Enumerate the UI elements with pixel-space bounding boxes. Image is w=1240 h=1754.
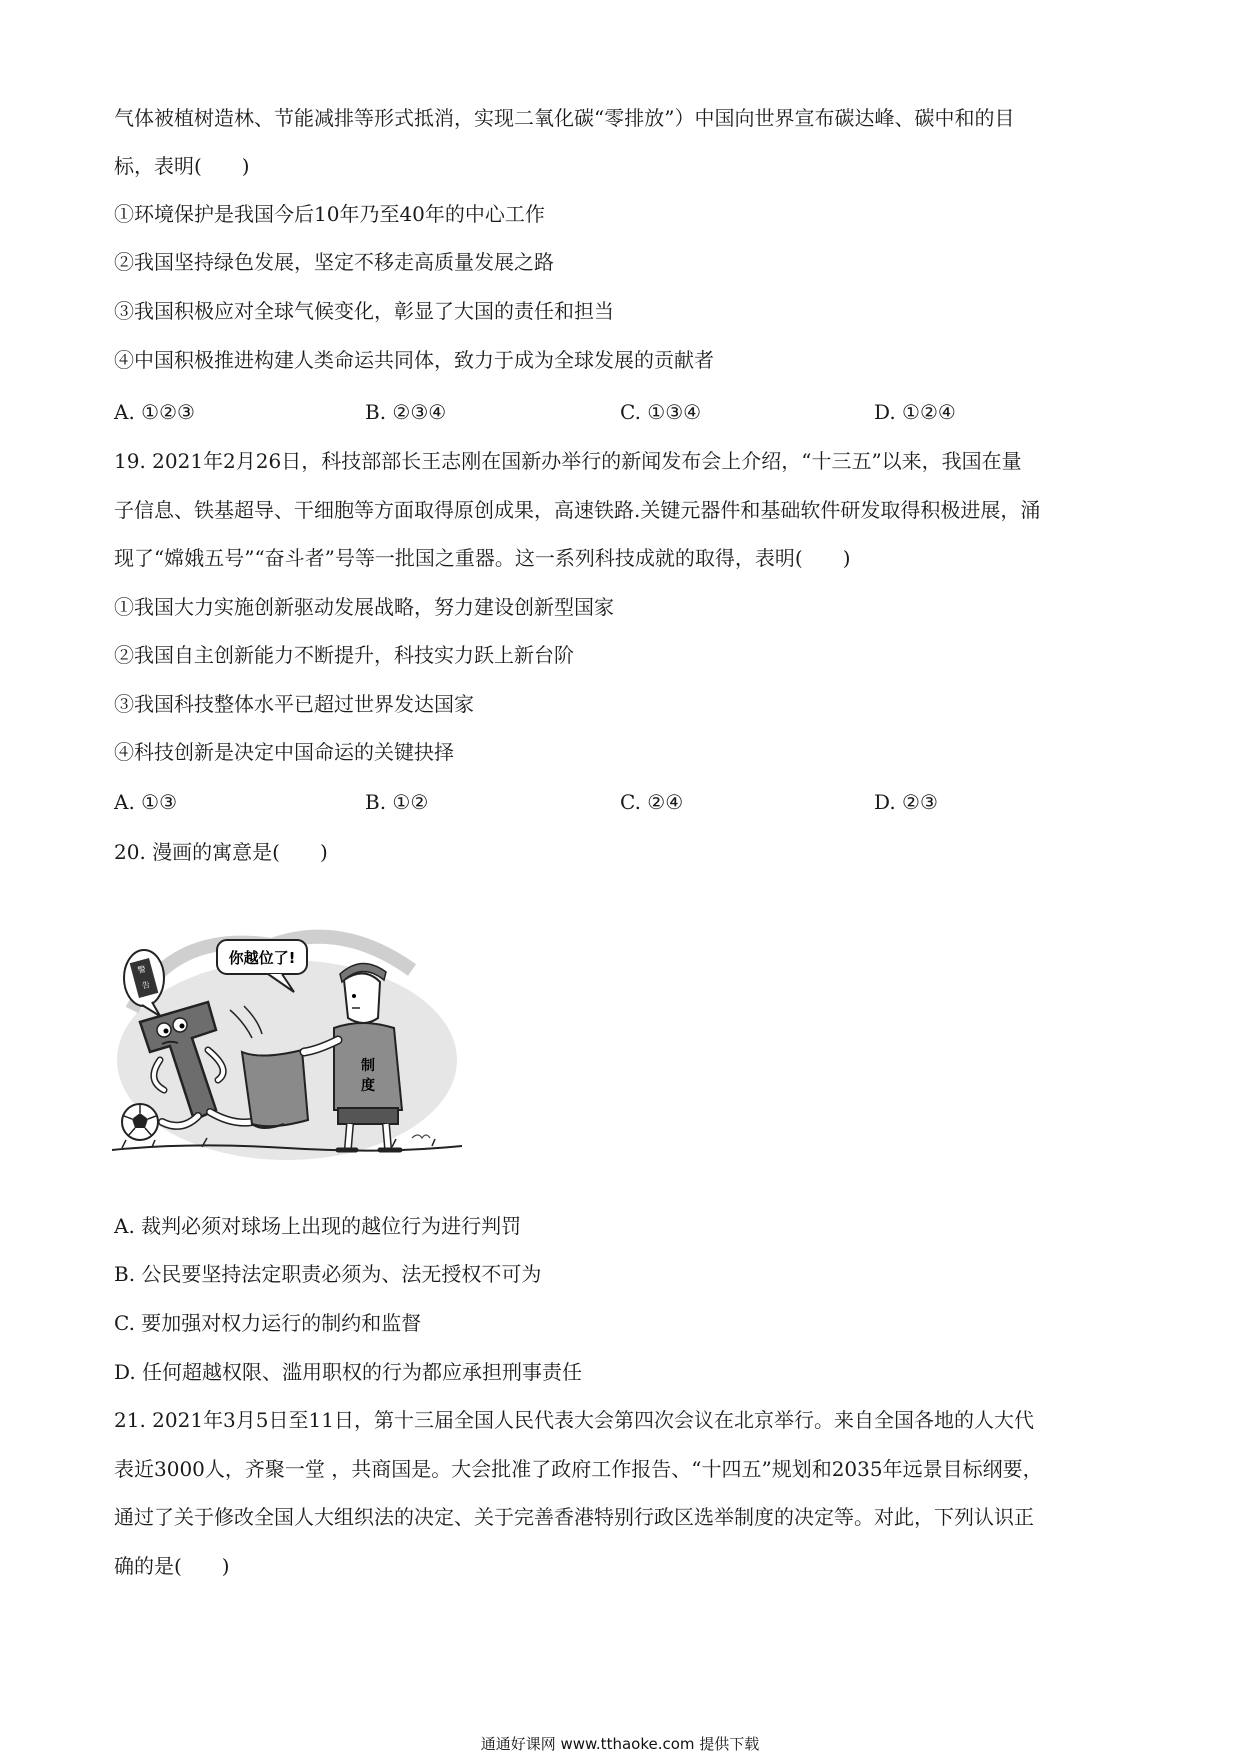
badge-text-2: 告 bbox=[140, 979, 151, 991]
q19-statement-3: ③我国科技整体水平已超过世界发达国家 bbox=[114, 692, 474, 716]
q19-stem-line-1: 19. 2021年2月26日，科技部部长王志刚在国新办举行的新闻发布会上介绍，“十三五”以来，我国在量 bbox=[114, 449, 1022, 473]
artist-signature bbox=[412, 1135, 430, 1138]
q21-stem-line-3: 通过了关于修改全国人大组织法的决定、关于完善香港特别行政区选举制度的决定等。对此，下列认识正 bbox=[114, 1505, 1034, 1529]
q18-statement-3: ③我国积极应对全球气候变化，彰显了大国的责任和担当 bbox=[114, 299, 614, 323]
q19-option-d[interactable]: D. ②③ bbox=[874, 790, 938, 814]
q19-option-a[interactable]: A. ①③ bbox=[114, 790, 178, 814]
page-footer: 通通好课网 www.tthaoke.com 提供下载 bbox=[480, 1735, 760, 1753]
q19-option-c[interactable]: C. ②④ bbox=[620, 790, 684, 814]
q18-stem-line-1: 气体被植树造林、节能减排等形式抵消，实现二氧化碳“零排放”）中国向世界宣布碳达峰、碳中和的目 bbox=[114, 106, 1015, 130]
q18-option-c[interactable]: C. ①③④ bbox=[620, 400, 702, 424]
q18-options bbox=[114, 398, 1124, 426]
q20-option-c[interactable]: C. 要加强对权力运行的制约和监督 bbox=[114, 1311, 422, 1335]
badge-text-1: 警 bbox=[136, 964, 147, 976]
q21-stem-line-2: 表近3000人，齐聚一堂 ，共商国是。大会批准了政府工作报告、“十四五”规划和2035年远景目标纲要， bbox=[114, 1457, 1043, 1481]
q20-stem: 20. 漫画的寓意是( ) bbox=[114, 840, 328, 864]
q19-statement-4: ④科技创新是决定中国命运的关键抉择 bbox=[114, 740, 454, 764]
q19-options bbox=[114, 788, 1124, 816]
q20-option-a[interactable]: A. 裁判必须对球场上出现的越位行为进行判罚 bbox=[114, 1214, 522, 1238]
q21-stem-line-1: 21. 2021年3月5日至11日，第十三届全国人民代表大会第四次会议在北京举行。来自全国各地的人大代 bbox=[114, 1408, 1034, 1432]
q20-option-b[interactable]: B. 公民要坚持法定职责必须为、法无授权不可为 bbox=[114, 1262, 542, 1286]
soccer-ball-icon bbox=[122, 1104, 158, 1140]
shirt-text-2: 度 bbox=[361, 1078, 375, 1094]
q19-statement-1: ①我国大力实施创新驱动发展战略，努力建设创新型国家 bbox=[114, 595, 614, 619]
q21-stem-line-4: 确的是( ) bbox=[114, 1554, 230, 1578]
q18-statement-1: ①环境保护是我国今后10年乃至40年的中心工作 bbox=[114, 202, 545, 226]
shirt-text-1: 制 bbox=[361, 1058, 375, 1074]
speech-bubble-text: 你越位了! bbox=[228, 949, 296, 967]
q18-stem-line-2: 标，表明( ) bbox=[114, 154, 250, 178]
q20-cartoon bbox=[112, 910, 462, 1160]
q18-option-b[interactable]: B. ②③④ bbox=[365, 400, 447, 424]
q18-statement-4: ④中国积极推进构建人类命运共同体，致力于成为全球发展的贡献者 bbox=[114, 348, 714, 372]
q19-stem-line-2: 子信息、铁基超导、干细胞等方面取得原创成果，高速铁路.关键元器件和基础软件研发取得积极进展，涌 bbox=[114, 498, 1041, 522]
q18-option-a[interactable]: A. ①②③ bbox=[114, 400, 195, 424]
q20-option-d[interactable]: D. 任何超越权限、滥用职权的行为都应承担刑事责任 bbox=[114, 1360, 583, 1384]
q18-statement-2: ②我国坚持绿色发展，坚定不移走高质量发展之路 bbox=[114, 250, 554, 274]
q19-statement-2: ②我国自主创新能力不断提升，科技实力跃上新台阶 bbox=[114, 643, 574, 667]
q19-option-b[interactable]: B. ①② bbox=[365, 790, 429, 814]
q18-option-d[interactable]: D. ①②④ bbox=[874, 400, 956, 424]
q19-stem-line-3: 现了“嫦娥五号”“奋斗者”号等一批国之重器。这一系列科技成就的取得，表明( ) bbox=[114, 546, 851, 570]
